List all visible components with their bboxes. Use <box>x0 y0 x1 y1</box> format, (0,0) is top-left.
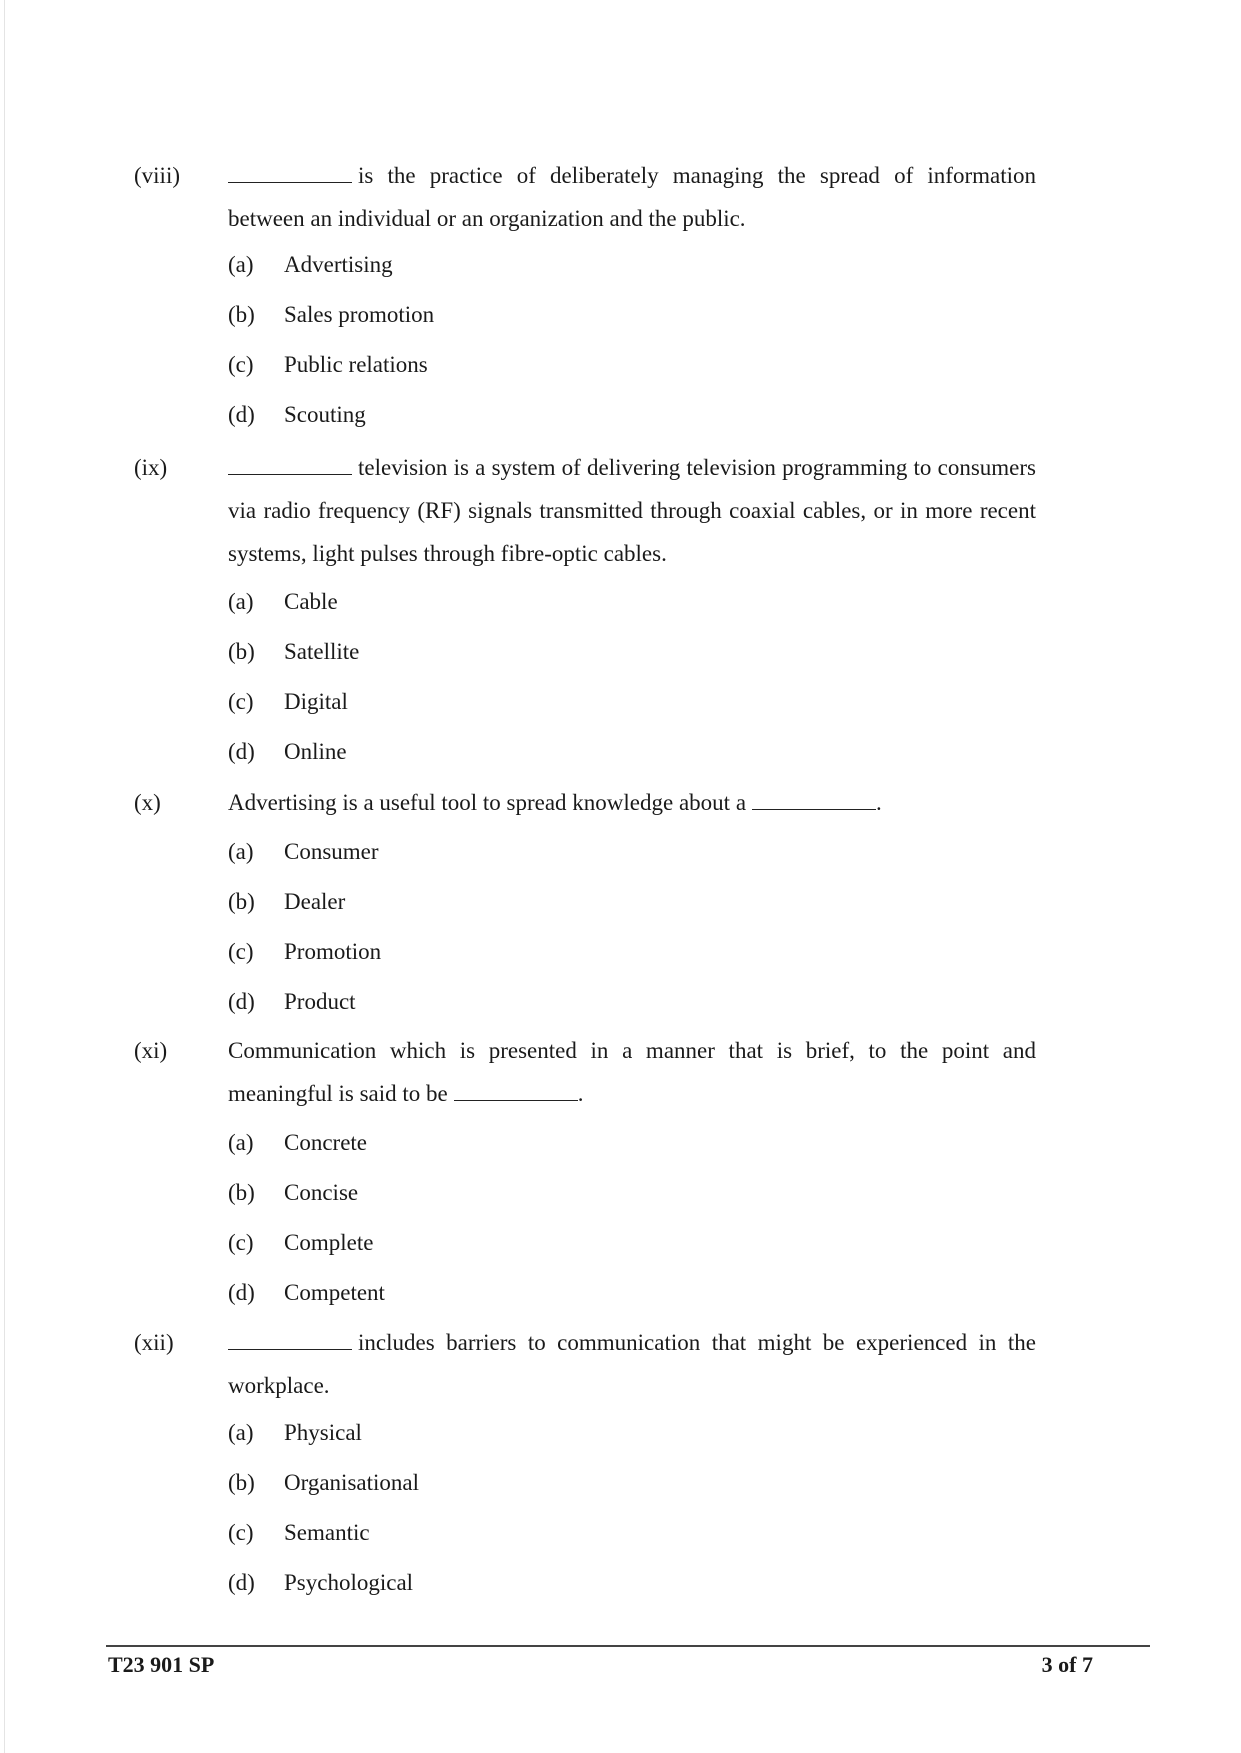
option-c: (c) Promotion <box>228 939 382 964</box>
answer-blank <box>228 453 352 475</box>
question-number: (xi) <box>134 1038 168 1063</box>
footer-paper-code: T23 901 SP <box>108 1652 215 1677</box>
answer-blank <box>752 788 876 810</box>
answer-blank <box>228 1328 352 1350</box>
option-c: (c) Complete <box>228 1230 374 1255</box>
answer-blank <box>228 161 352 183</box>
option-b: (b) Concise <box>228 1180 359 1205</box>
option-a: (a) Advertising <box>228 252 393 277</box>
option-d: (d) Scouting <box>228 402 366 427</box>
option-b: (b) Sales promotion <box>228 302 435 327</box>
option-a: (a) Physical <box>228 1420 362 1445</box>
question-text: includes barriers to communication that might be experienced in the workplace. <box>228 1330 1036 1398</box>
question-text: is the practice of deliberately managing the spread of information between an individual or an organization and the public. <box>228 163 1036 231</box>
question-number: (ix) <box>134 455 168 480</box>
option-d: (d) Online <box>228 739 347 764</box>
option-c: (c) Semantic <box>228 1520 370 1545</box>
option-d: (d) Product <box>228 989 356 1014</box>
question-text: Advertising is a useful tool to spread knowledge about a . <box>228 790 882 815</box>
question-number: (x) <box>134 790 161 815</box>
question-text: Communication which is presented in a manner that is brief, to the point and meaningful is said to be . <box>228 1038 1036 1106</box>
footer-rule <box>106 1645 1150 1647</box>
option-a: (a) Concrete <box>228 1130 368 1155</box>
footer-page-number: 3 of 7 <box>1041 1652 1093 1677</box>
option-c: (c) Digital <box>228 689 348 714</box>
question-text: television is a system of delivering television programming to consumers via radio frequency (RF) signals transmitted through coaxial cables, or in more recent systems, light pulses through fibre-optic cables. <box>228 455 1036 566</box>
option-d: (d) Psychological <box>228 1570 414 1595</box>
option-b: (b) Organisational <box>228 1470 419 1495</box>
option-a: (a) Consumer <box>228 839 379 864</box>
option-c: (c) Public relations <box>228 352 428 377</box>
option-d: (d) Competent <box>228 1280 385 1305</box>
option-b: (b) Dealer <box>228 889 346 914</box>
answer-blank <box>454 1079 578 1101</box>
option-a: (a) Cable <box>228 589 338 614</box>
question-number: (xii) <box>134 1330 174 1355</box>
option-b: (b) Satellite <box>228 639 360 664</box>
question-number: (viii) <box>134 163 180 188</box>
